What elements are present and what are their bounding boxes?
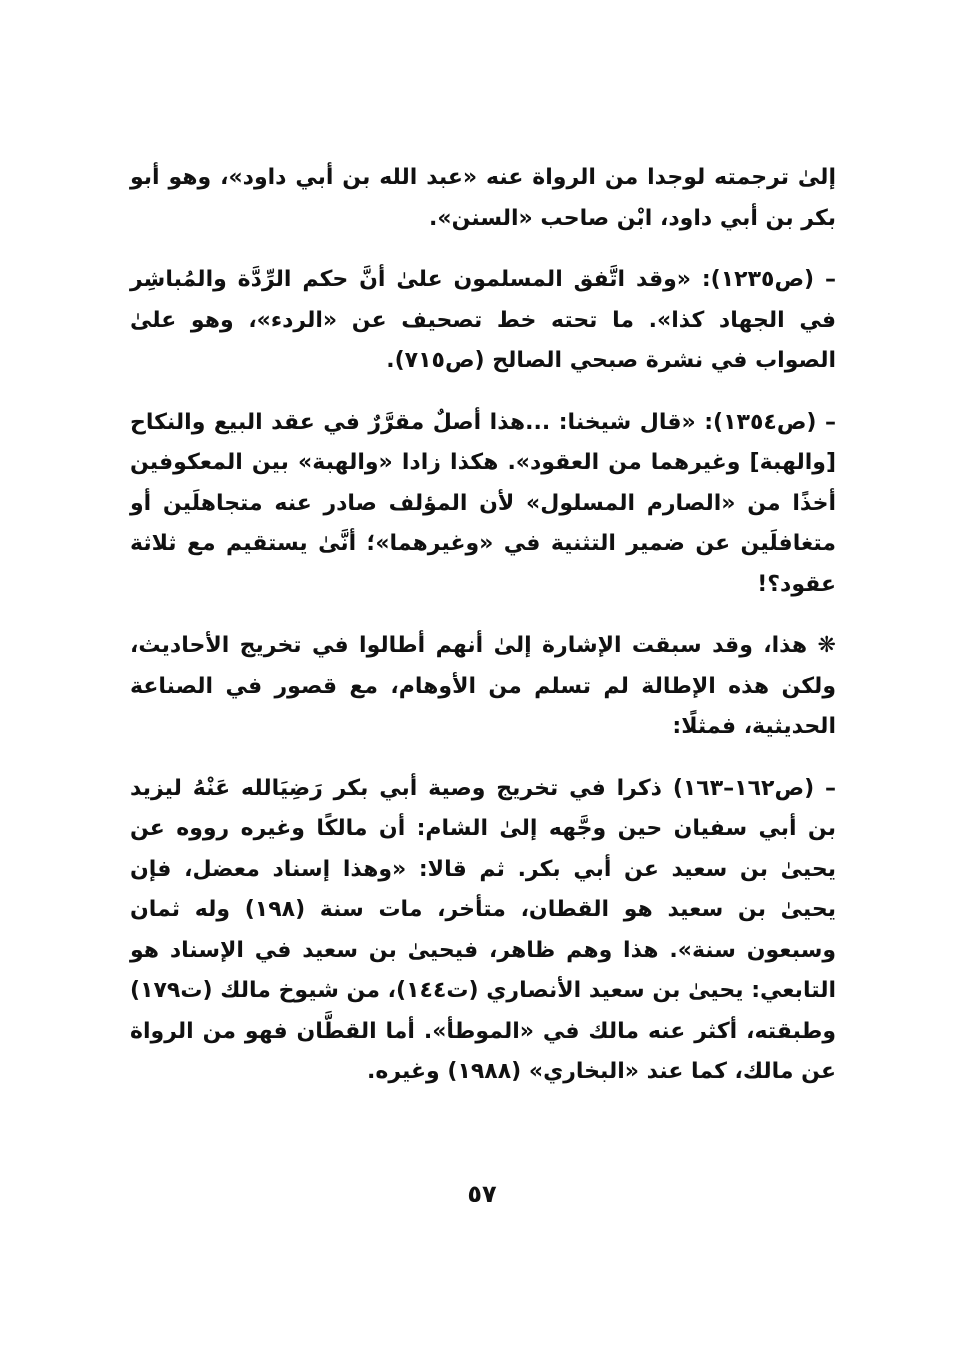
paragraph-hadith-remark: ❋ هذا، وقد سبقت الإشارة إلىٰ أنهم أطالوا في تخريج الأحاديث، ولكن هذه الإطالة لم تسلم من الأوهام، مع قصور في الصناعة الحديثية، فمثلًا: <box>130 633 836 739</box>
paragraph-p162-correction: – (ص١٦٢–١٦٣) ذكرا في تخريج وصية أبي بكر رَضِيَالله عَنْهُ ليزيد بن أبي سفيان حين وجَّهه إلىٰ الشام: أن مالكًا وغيره رووه عن يحيىٰ بن سعيد عن أبي بكر. ثم قالا: «وهذا إسناد معضل، فإن يحيىٰ بن سعيد هو القطان، متأخر، مات سنة (١٩٨) وله ثمان وسبعون سنة». هذا وهم ظاهر، فيحيىٰ بن سعيد في الإسناد هو التابعي: يحيىٰ بن سعيد الأنصاري (ت١٤٤)، من شيوخ مالك (ت١٧٩) وطبقته، أكثر عنه مالك في «الموطأ». أما القطَّان فهو من الرواة عن مالك، كما عند «البخاري» (١٩٨٨) وغيره. <box>130 775 836 1084</box>
paragraph-p1235-correction: – (ص١٢٣٥): «وقد اتَّفق المسلمون علىٰ أنَّ حكم الرِّدَّة والمُباشِر في الجهاد كذا». ما تحته خط تصحيف عن «الردء»، وهو علىٰ الصواب في نشرة صبحي الصالح (ص٧١٥). <box>130 267 836 373</box>
page-number: ٥٧ <box>467 1180 497 1208</box>
paragraph-translation-note: إلىٰ ترجمته لوجدا من الرواة عنه «عبد الله بن أبي داود»، وهو أبو بكر بن أبي داود، ابْن صاحب «السنن». <box>130 165 836 231</box>
body-text <box>130 158 836 1114</box>
paragraph-p1354-correction: – (ص١٣٥٤): «قال شيخنا: ...هذا أصلٌ مقرَّرٌ في عقد البيع والنكاح [والهبة] وغيرهما من العقود». هكذا زادا «والهبة» بين المعكوفين أخذًا من «الصارم المسلول» لأن المؤلف صادر عنه متجاهلَين أو متغافلَين عن ضمير التثنية في «وغيرهما»؛ أنَّىٰ يستقيم مع ثلاثة عقود؟! <box>130 409 836 597</box>
